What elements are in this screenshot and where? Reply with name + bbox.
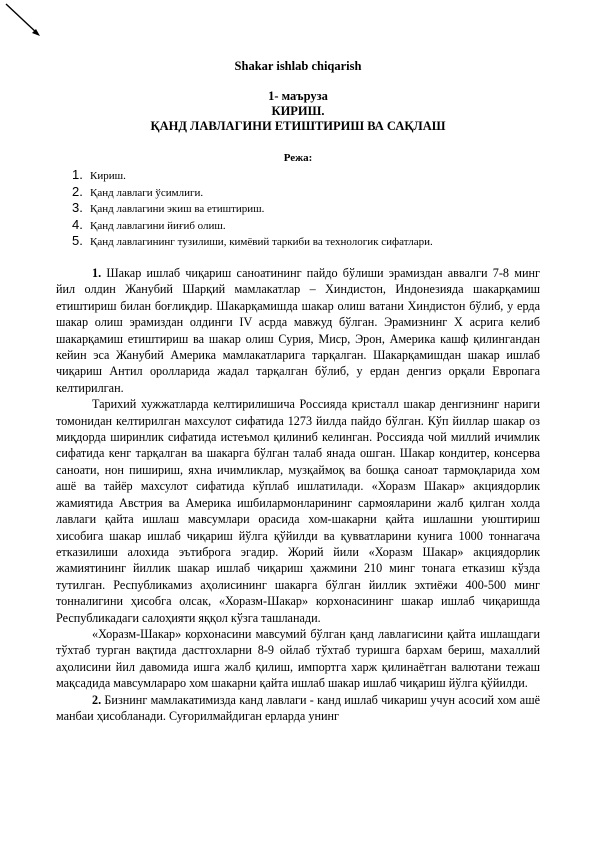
body-text	[56, 265, 540, 724]
list-text: Кириш.	[90, 170, 126, 182]
list-item	[72, 217, 433, 234]
list-item	[72, 200, 433, 217]
list-item	[72, 184, 433, 201]
list-number: 1.	[72, 167, 83, 182]
plan-heading: Режа:	[283, 152, 313, 164]
list-item	[72, 233, 433, 250]
paragraph	[56, 396, 540, 626]
plan-list	[72, 167, 433, 250]
paragraph-number: 1.	[92, 266, 102, 280]
arrow-icon	[4, 2, 44, 42]
list-number: 4.	[72, 216, 83, 232]
paragraph	[56, 626, 540, 692]
list-number: 2.	[72, 183, 83, 199]
paragraph	[56, 692, 540, 725]
paragraph-text: Шакар ишлаб чиқариш саноатининг пайдо бўлиши эрамиздан аввалги 7-8 минг йил олдин Жанубий Шарқий мамлакатлар – Хиндистон, Индонезияда шакарқамиш етиштириш билан боғлиқдир. Шакарқамишда шакар олиш ватани Хиндистон бўлиб, у ерда шакар олиш эрамиздан олдинги IV асрда мавжуд бўлган. Эрамизнинг X асрига келиб шакарқамиш етиштириш ва шакар олиш Сурия, Миср, Эрон, Америка кашф қилингандан кейин эса Жанубий Америка мамлакатларига тарқалган. Шакарқамишдан шакар ишлаб чиқариш Антил оролларида жадал тарқалган бўлиб, у ердан денгиз орқали Европага келтирилган.	[56, 266, 540, 395]
paragraph-text: «Хоразм-Шакар» корхонасини мавсумий бўлган қанд лавлагисини қайта ишлашдаги тўхтаб турган вақтида дастгохларни 8-9 ойлаб тўхтаб туришга бархам бериш, махаллий аҳолисини йил давомида ишга жалб қилиш, импортга харж қилинаётган валютани тежаш мақсадида мавсумлараро хом шакарни қайта ишлаб шакар ишлаб чиқариш йўлга қўйилди.	[56, 626, 540, 691]
paragraph-number: 2.	[92, 692, 102, 707]
lecture-heading	[0, 89, 596, 134]
list-item	[72, 167, 433, 184]
list-text: Қанд лавлаги ўсимлиги.	[90, 186, 204, 199]
list-text: Қанд лавлагининг тузилиши, кимёвий таркиби ва технологик сифатлари.	[90, 236, 433, 249]
list-text: Қанд лавлагини экиш ва етиштириш.	[90, 203, 265, 216]
paragraph	[56, 265, 540, 396]
lecture-number: 1- маъруза	[268, 89, 328, 103]
paragraph-text: Тарихий хужжатларда келтирилишича Россияда кристалл шакар денгизнинг нариги томонидан келтирилган махсулот сифатида 1273 йилда пайдо бўлган. Кўп йиллар шакар оз миқдорда ширинлик сифатида истеъмол қилиниб келинган. Россияда чой миллий ичимлик сифатида кенг тарқалган ва шакарга бўлган талаб янада ошган. Шакар кондитер, консерва саноати, нон пишириш, яхна ичимликлар, музқаймоқ ва бошқа саноат тармоқларида хом ашё ва тайёр махсулот сифатида кўплаб ишлатилади. «Хоразм Шакар» акциядорлик жамиятида Австрия ва Америка ишбилармонларининг сармояларини жалб қилган холда лавлаги қайта ишлаш мавсумлари орасида хом-шакарни қайта ишлашни уюштириш хисобига шакар ишлаб чиқариш йўлга қўйилди ва қувватларини кунига 1000 тоннагача етказилиши алохида эътиброга эгадир. Жорий йили «Хоразм Шакар» акциядорлик жамиятининг йиллик шакар ишлаб чиқариш ҳажмини 210 минг тонага етказиш кўзда тутилган. Республикамиз аҳолисининг шакарга бўлган йиллик эхтиёжи 400-500 минг тонналигини ҳисобга олсак, «Хоразм-Шакар» корхонасининг шакар ишлаб чиқаришда Республикадаги салоҳияти яққол кўзга ташланади.	[56, 397, 540, 625]
document-title: Shakar ishlab chiqarish	[234, 59, 362, 73]
list-number: 3.	[72, 200, 83, 216]
lecture-topic: ҚАНД ЛАВЛАГИНИ ЕТИШТИРИШ ВА САҚЛАШ	[150, 119, 446, 133]
list-text: Қанд лавлагини йиғиб олиш.	[90, 219, 226, 232]
list-number: 5.	[72, 233, 83, 249]
paragraph-text: Бизнинг мамлакатимизда канд лавлаги - канд ишлаб чикариш учун асосий хом ашё манбаи ҳисобланади. Суғорилмайдиган ерларда унинг	[56, 692, 540, 723]
lecture-intro: КИРИШ.	[271, 104, 325, 118]
